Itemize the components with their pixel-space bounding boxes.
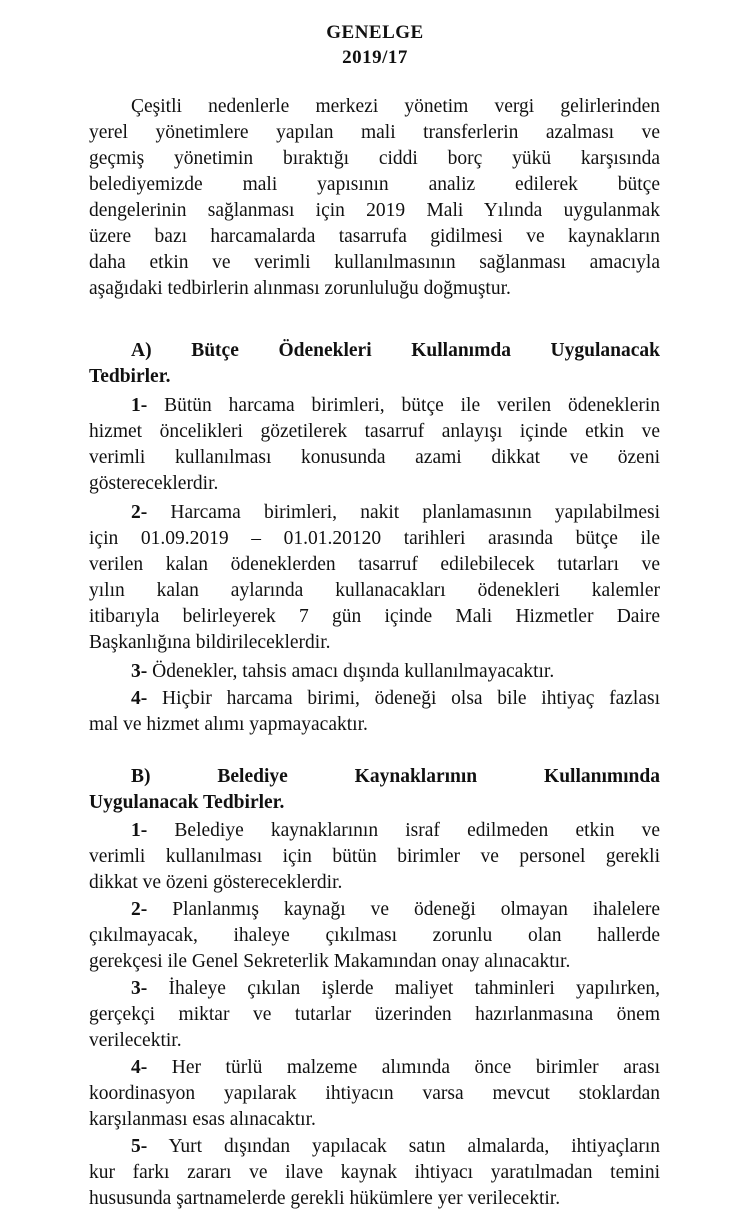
- item-number: 2-: [131, 502, 148, 523]
- item-line: yılın kalan aylarında kullanacakları ödenekleri kalemler: [89, 580, 660, 601]
- intro-line: yerel yönetimlere yapılan mali transferlerin azalması ve: [89, 122, 660, 143]
- item-number: 1-: [131, 395, 148, 416]
- item-line: için 01.09.2019 – 01.01.20120 tarihleri arasında bütçe ile: [89, 528, 660, 549]
- intro-line: aşağıdaki tedbirlerin alınması zorunluluğu doğmuştur.: [89, 278, 511, 299]
- document-title: GENELGE: [326, 22, 424, 43]
- item-text: Bütün harcama birimleri, bütçe ile verilen ödeneklerin: [164, 395, 661, 416]
- item-text: Her türlü malzeme alımında önce birimler arası: [171, 1057, 660, 1078]
- item-line: verimli kullanılması konusunda azami dikkat ve özeni: [89, 447, 660, 468]
- item-first-line: [131, 659, 660, 685]
- item-line: hususunda şartnamelerde gerekli hükümlere yer verilecektir.: [89, 1188, 561, 1209]
- item-line: hizmet öncelikleri gözetilerek tasarruf anlayışı içinde etkin ve: [89, 421, 660, 442]
- intro-line: geçmiş yönetimin bıraktığı ciddi borç yükü karşısında: [89, 148, 660, 169]
- item-line: verilen kalan ödeneklerden tasarruf edilebilecek tutarları ve: [89, 554, 660, 575]
- item-number: 3-: [131, 978, 148, 999]
- intro-line: daha etkin ve verimli kullanılmasının sağlanması amacıyla: [89, 252, 660, 273]
- item-line: çıkılmayacak, ihaleye çıkılması zorunlu olan hallerde: [89, 925, 660, 946]
- item-first-line: [131, 897, 660, 923]
- item-first-line: [131, 393, 660, 419]
- item-text: Hiçbir harcama birimi, ödeneği olsa bile ihtiyaç fazlası: [162, 688, 661, 709]
- item-line: mal ve hizmet alımı yapmayacaktır.: [89, 714, 368, 735]
- item-text: İhaleye çıkılan işlerde maliyet tahminleri yapılırken,: [168, 978, 660, 999]
- item-line: verilecektir.: [89, 1030, 182, 1051]
- intro-line: belediyemizde mali yapısının analiz edilerek bütçe: [89, 174, 660, 195]
- item-first-line: [131, 1134, 660, 1160]
- item-text: Harcama birimleri, nakit planlamasının yapılabilmesi: [170, 502, 660, 523]
- item-line: gerekçesi ile Genel Sekreterlik Makamından onay alınacaktır.: [89, 951, 571, 972]
- item-line: gerçekçi miktar ve tutarlar üzerinden hazırlanmasına önem: [89, 1004, 660, 1025]
- intro-line: üzere bazı harcamalarda tasarrufa gidilmesi ve kaynakların: [89, 226, 660, 247]
- intro-line: dengelerinin sağlanması için 2019 Mali Yılında uygulanmak: [89, 200, 660, 221]
- item-number: 3-: [131, 661, 148, 682]
- section-b-heading-cont: Uygulanacak Tedbirler.: [89, 792, 285, 813]
- item-number: 5-: [131, 1136, 148, 1157]
- item-line: karşılanması esas alınacaktır.: [89, 1109, 316, 1130]
- item-line: kur farkı zararı ve ilave kaynak ihtiyacı yaratılmadan temini: [89, 1162, 660, 1183]
- item-number: 4-: [131, 1057, 148, 1078]
- item-first-line: [131, 976, 660, 1002]
- item-number: 1-: [131, 820, 148, 841]
- item-first-line: [131, 818, 660, 844]
- section-a-heading: A) Bütçe Ödenekleri Kullanımda Uygulanacak: [131, 340, 660, 361]
- item-text: Belediye kaynaklarının israf edilmeden etkin ve: [174, 820, 661, 841]
- item-first-line: [131, 1055, 660, 1081]
- item-first-line: [131, 686, 660, 712]
- item-line: dikkat ve özeni göstereceklerdir.: [89, 872, 343, 893]
- item-line: itibarıyla belirleyerek 7 gün içinde Mali Hizmetler Daire: [89, 606, 660, 627]
- section-b-heading: B) Belediye Kaynaklarının Kullanımında: [131, 766, 660, 787]
- document-number: 2019/17: [342, 47, 408, 68]
- item-number: 4-: [131, 688, 148, 709]
- item-text: Ödenekler, tahsis amacı dışında kullanılmayacaktır.: [152, 661, 555, 682]
- item-line: koordinasyon yapılarak ihtiyacın varsa mevcut stoklardan: [89, 1083, 660, 1104]
- intro-line: Çeşitli nedenlerle merkezi yönetim vergi gelirlerinden: [131, 96, 660, 117]
- section-a-heading-cont: Tedbirler.: [89, 366, 171, 387]
- item-line: göstereceklerdir.: [89, 473, 219, 494]
- item-number: 2-: [131, 899, 148, 920]
- item-text: Yurt dışından yapılacak satın almalarda, ihtiyaçların: [168, 1136, 660, 1157]
- item-text: Planlanmış kaynağı ve ödeneği olmayan ihalelere: [172, 899, 660, 920]
- item-line: verimli kullanılması için bütün birimler ve personel gerekli: [89, 846, 660, 867]
- item-line: Başkanlığına bildirileceklerdir.: [89, 632, 331, 653]
- item-first-line: [131, 500, 660, 526]
